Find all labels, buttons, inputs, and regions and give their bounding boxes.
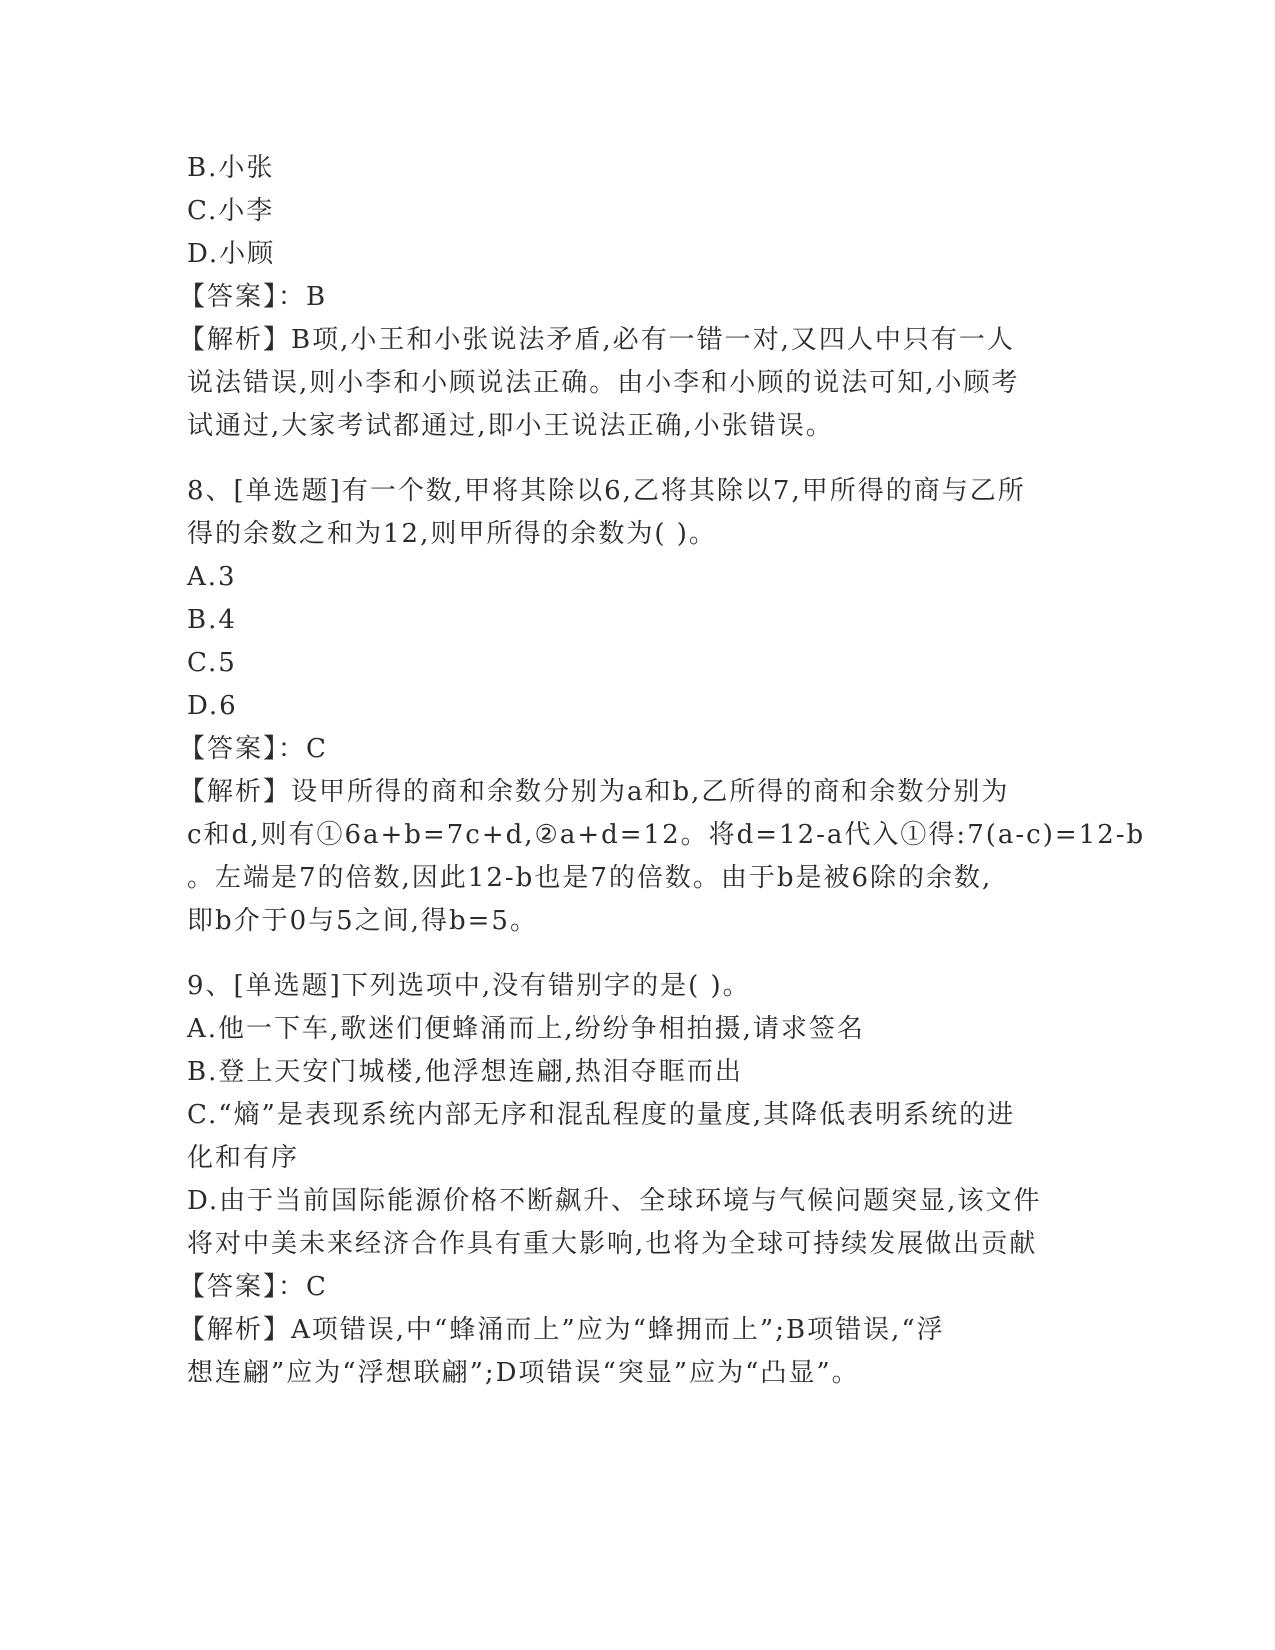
question-stem: 8、[单选题]有一个数,甲将其除以6,乙将其除以7,甲所得的商与乙所 <box>187 476 1026 506</box>
analysis-line: 想连翩”应为“浮想联翩”;D项错误“突显”应为“凸显”。 <box>187 1358 860 1388</box>
document-content <box>179 147 1146 1395</box>
option-d-continued: 将对中美未来经济合作具有重大影响,也将为全球可持续发展做出贡献 <box>187 1229 1038 1259</box>
analysis-line: 【解析】设甲所得的商和余数分别为a和b,乙所得的商和余数分别为 <box>179 777 1010 807</box>
question-stem: 9、[单选题]下列选项中,没有错别字的是( )。 <box>187 971 751 1001</box>
question-stem: 得的余数之和为12,则甲所得的余数为( )。 <box>187 519 717 549</box>
option-c: C.5 <box>187 648 237 678</box>
answer-line: 【答案】：C <box>179 734 328 764</box>
question-8 <box>179 470 1146 943</box>
option-d: D.6 <box>187 691 238 721</box>
question-7-tail <box>179 147 1087 448</box>
option-d: D.小顾 <box>187 239 276 269</box>
analysis-line: 【解析】A项错误,中“蜂涌而上”应为“蜂拥而上”;B项错误,“浮 <box>179 1315 945 1345</box>
option-a: A.他一下车,歌迷们便蜂涌而上,纷纷争相拍摄,请求签名 <box>187 1014 865 1044</box>
answer-line: 【答案】：B <box>179 282 328 312</box>
option-c-continued: 化和有序 <box>187 1143 300 1173</box>
option-d: D.由于当前国际能源价格不断飙升、全球环境与气候问题突显,该文件 <box>187 1186 1042 1216</box>
option-b: B.登上天安门城楼,他浮想连翩,热泪夺眶而出 <box>187 1057 743 1087</box>
analysis-line: c和d,则有①6a+b=7c+d,②a+d=12。将d=12-a代入①得:7(a-c)=12-b <box>187 820 1146 850</box>
option-b: B.小张 <box>187 153 275 183</box>
analysis-line: 试通过,大家考试都通过,即小王说法正确,小张错误。 <box>187 411 834 441</box>
analysis-line: 说法错误,则小李和小顾说法正确。由小李和小顾的说法可知,小顾考 <box>187 368 1020 398</box>
option-b: B.4 <box>187 605 237 635</box>
analysis-line: 即b介于0与5之间,得b=5。 <box>187 906 538 936</box>
option-c: C.小李 <box>187 196 275 226</box>
option-c: C.“熵”是表现系统内部无序和混乱程度的量度,其降低表明系统的进 <box>187 1100 1016 1130</box>
option-a: A.3 <box>187 562 237 592</box>
analysis-line: 【解析】B项,小王和小张说法矛盾,必有一错一对,又四人中只有一人 <box>179 325 1015 355</box>
analysis-line: 。左端是7的倍数,因此12-b也是7的倍数。由于b是被6除的余数, <box>187 863 993 893</box>
answer-line: 【答案】：C <box>179 1272 328 1302</box>
question-9 <box>179 965 1087 1395</box>
spacer <box>187 943 1087 965</box>
spacer <box>187 448 1087 470</box>
